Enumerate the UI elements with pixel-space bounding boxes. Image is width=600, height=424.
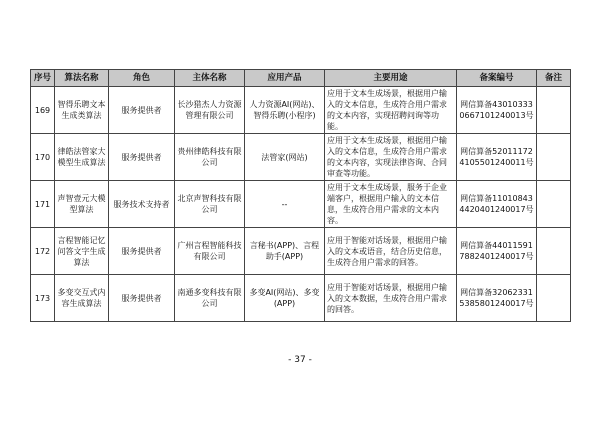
table-row — [31, 87, 571, 134]
header-filing: 备案编号 — [457, 70, 537, 87]
cell-role: 服务提供者 — [109, 134, 175, 181]
header-purpose: 主要用途 — [325, 70, 457, 87]
cell-filing: 网信算备430103330667101240013号 — [457, 87, 537, 134]
table-row — [31, 275, 571, 322]
cell-no: 169 — [31, 87, 55, 134]
cell-algorithm: 律皓法管家大模型生成算法 — [55, 134, 109, 181]
cell-filing: 网信算备520111724105501240011号 — [457, 134, 537, 181]
header-note: 备注 — [537, 70, 571, 87]
table-header-row — [31, 70, 571, 87]
cell-algorithm: 智得乐聘文本生成类算法 — [55, 87, 109, 134]
cell-purpose: 应用于文本生成场景，服务于企业端客户，根据用户输入的文本信息，生成符合用户需求的文本内容。 — [325, 181, 457, 228]
cell-no: 173 — [31, 275, 55, 322]
algorithm-registry-table — [30, 69, 571, 322]
cell-entity: 长沙猎杰人力资源管理有限公司 — [175, 87, 245, 134]
cell-note — [537, 87, 571, 134]
cell-note — [537, 134, 571, 181]
cell-no: 171 — [31, 181, 55, 228]
header-role: 角色 — [109, 70, 175, 87]
table-row — [31, 228, 571, 275]
cell-filing: 网信算备440115917882401240017号 — [457, 228, 537, 275]
cell-purpose: 应用于智能对话场景，根据用户输入的文本数据，生成符合用户需求的回答。 — [325, 275, 457, 322]
cell-purpose: 应用于文本生成场景，根据用户输入的文本信息，生成符合用户需求的文本内容，实现法律咨询、合同审查等功能。 — [325, 134, 457, 181]
cell-product: 言秘书(APP)、言程助手(APP) — [245, 228, 325, 275]
table-row — [31, 181, 571, 228]
cell-role: 服务提供者 — [109, 228, 175, 275]
cell-product: 人力资源AI(网站)、智得乐聘(小程序) — [245, 87, 325, 134]
cell-algorithm: 声智壹元大模型算法 — [55, 181, 109, 228]
header-product: 应用产品 — [245, 70, 325, 87]
cell-algorithm: 多变交互式内容生成算法 — [55, 275, 109, 322]
cell-no: 170 — [31, 134, 55, 181]
cell-purpose: 应用于智能对话场景，根据用户输入的文本或语音，结合历史信息，生成符合用户需求的回答。 — [325, 228, 457, 275]
cell-note — [537, 228, 571, 275]
cell-no: 172 — [31, 228, 55, 275]
cell-entity: 贵州律皓科技有限公司 — [175, 134, 245, 181]
cell-entity: 北京声智科技有限公司 — [175, 181, 245, 228]
cell-note — [537, 275, 571, 322]
cell-product: 法管家(网站) — [245, 134, 325, 181]
table-row — [31, 134, 571, 181]
cell-role: 服务提供者 — [109, 275, 175, 322]
cell-filing: 网信算备110108434420401240017号 — [457, 181, 537, 228]
cell-entity: 广州言程智能科技有限公司 — [175, 228, 245, 275]
cell-algorithm: 言程智能记忆问答文字生成算法 — [55, 228, 109, 275]
cell-entity: 南通多变科技有限公司 — [175, 275, 245, 322]
cell-note — [537, 181, 571, 228]
cell-purpose: 应用于文本生成场景，根据用户输入的文本信息，生成符合用户需求的文本内容，实现招聘问询等功能。 — [325, 87, 457, 134]
cell-role: 服务提供者 — [109, 87, 175, 134]
header-algorithm: 算法名称 — [55, 70, 109, 87]
cell-filing: 网信算备320623315385801240017号 — [457, 275, 537, 322]
cell-product: -- — [245, 181, 325, 228]
cell-product: 多变AI(网站)、多变(APP) — [245, 275, 325, 322]
header-entity: 主体名称 — [175, 70, 245, 87]
cell-role: 服务技术支持者 — [109, 181, 175, 228]
header-no: 序号 — [31, 70, 55, 87]
page-number: - 37 - — [288, 355, 312, 365]
